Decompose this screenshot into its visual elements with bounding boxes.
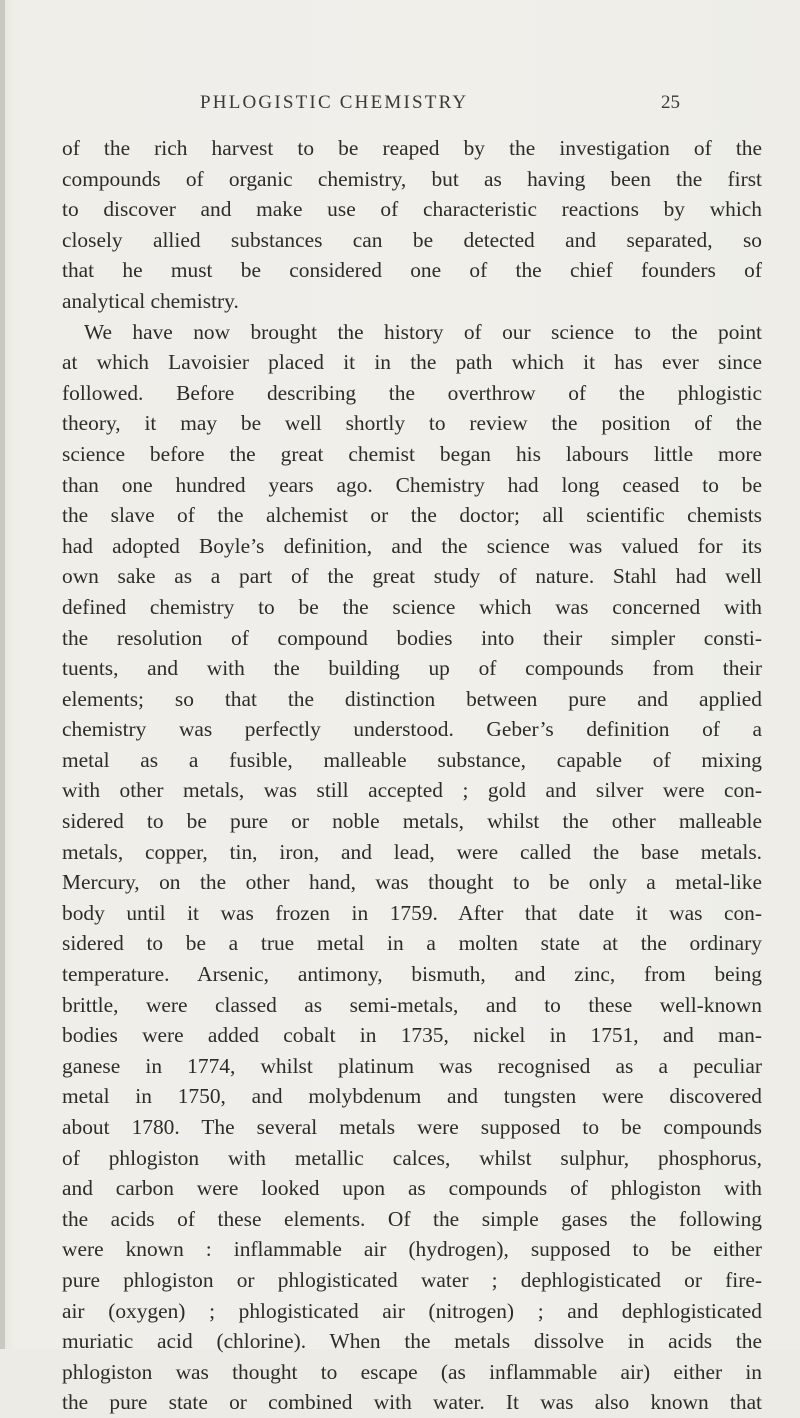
- page-binding-edge: [0, 0, 5, 1349]
- text-line: sidered to be pure or noble metals, whilst the other malleable: [62, 809, 762, 834]
- text-line: followed. Before describing the overthrow of the phlogistic: [62, 380, 762, 405]
- text-line: of the rich harvest to be reaped by the investigation of the: [62, 136, 762, 160]
- text-line: metal in 1750, and molybdenum and tungsten were discovered: [62, 1084, 762, 1109]
- text-line: bodies were added cobalt in 1735, nickel in 1751, and man-: [62, 1023, 762, 1048]
- text-line: of phlogiston with metallic calces, whilst sulphur, phosphorus,: [62, 1145, 762, 1170]
- text-line: to discover and make use of characteristic reactions by which: [62, 197, 762, 222]
- text-line: the resolution of compound bodies into their simpler consti-: [62, 625, 762, 650]
- text-line: compounds of organic chemistry, but as having been the first: [62, 166, 762, 191]
- text-line: that he must be considered one of the chief founders of: [62, 258, 762, 283]
- text-line: the acids of these elements. Of the simple gases the following: [62, 1206, 762, 1231]
- text-line: than one hundred years ago. Chemistry had long ceased to be: [62, 472, 762, 497]
- running-head: [200, 92, 680, 122]
- running-title: PHLOGISTIC CHEMISTRY: [200, 92, 469, 113]
- text-line: at which Lavoisier placed it in the path which it has ever since: [62, 350, 762, 375]
- text-line: were known : inflammable air (hydrogen), supposed to be either: [62, 1237, 762, 1262]
- text-line: closely allied substances can be detected and separated, so: [62, 227, 762, 252]
- text-line: own sake as a part of the great study of nature. Stahl had well: [62, 564, 762, 589]
- text-line: chemistry was perfectly understood. Geber’s definition of a: [62, 717, 762, 742]
- text-line: science before the great chemist began his labours little more: [62, 441, 762, 466]
- text-line: defined chemistry to be the science which was concerned with: [62, 594, 762, 619]
- text-line: ganese in 1774, whilst platinum was recognised as a peculiar: [62, 1053, 762, 1078]
- page-number: 25: [661, 92, 680, 113]
- text-line: the pure state or combined with water. It was also known that: [62, 1390, 762, 1415]
- text-line: theory, it may be well shortly to review the position of the: [62, 411, 762, 436]
- text-line: phlogiston was thought to escape (as inflammable air) either in: [62, 1359, 762, 1384]
- text-line: analytical chemistry.: [62, 288, 239, 313]
- text-line: metal as a fusible, malleable substance, capable of mixing: [62, 747, 762, 772]
- text-line: temperature. Arsenic, antimony, bismuth, and zinc, from being: [62, 962, 762, 987]
- text-line: brittle, were classed as semi-metals, and to these well-known: [62, 992, 762, 1017]
- text-line: air (oxygen) ; phlogisticated air (nitrogen) ; and dephlogisticated: [62, 1298, 762, 1323]
- text-line: sidered to be a true metal in a molten state at the ordinary: [62, 931, 762, 956]
- text-line: metals, copper, tin, iron, and lead, were called the base metals.: [62, 839, 762, 864]
- text-line: pure phlogiston or phlogisticated water ; dephlogisticated or fire-: [62, 1267, 762, 1292]
- text-line: Mercury, on the other hand, was thought to be only a metal-like: [62, 870, 762, 895]
- body-text: [62, 133, 762, 1418]
- text-line: and carbon were looked upon as compounds of phlogiston with: [62, 1176, 762, 1201]
- paragraph-first-line: We have now brought the history of our science to the point: [84, 319, 762, 344]
- text-line: body until it was frozen in 1759. After that date it was con-: [62, 900, 762, 925]
- text-line: about 1780. The several metals were supposed to be compounds: [62, 1115, 762, 1139]
- text-line: the slave of the alchemist or the doctor; all scientific chemists: [62, 503, 762, 528]
- text-line: elements; so that the distinction between pure and applied: [62, 686, 762, 711]
- text-line: with other metals, was still accepted ; gold and silver were con-: [62, 778, 762, 803]
- text-line: had adopted Boyle’s definition, and the science was valued for its: [62, 533, 762, 558]
- text-line: muriatic acid (chlorine). When the metals dissolve in acids the: [62, 1329, 762, 1354]
- text-line: tuents, and with the building up of compounds from their: [62, 656, 762, 681]
